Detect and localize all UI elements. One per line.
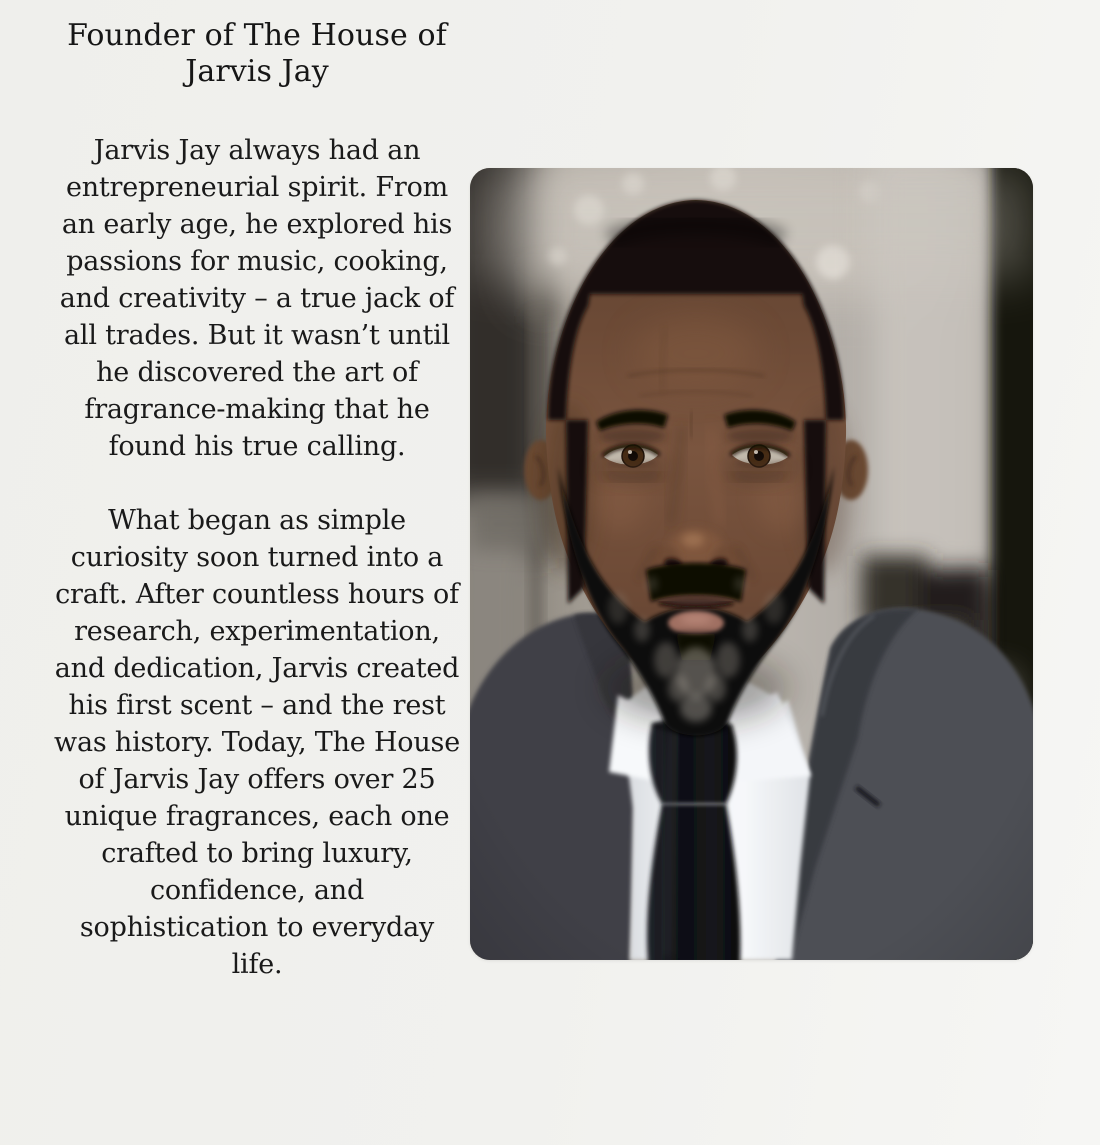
photo-vignette (470, 168, 1033, 960)
founder-heading: Founder of The House of Jarvis Jay (67, 18, 447, 89)
founder-photo (470, 168, 1033, 960)
founder-portrait-image (470, 168, 1033, 960)
founder-paragraph-2: What began as simple curiosity soon turned into a craft. After countless hours of research, experimentation, and dedication, Jarvis created his first scent – and the rest was history. Today, The House of Jarvis Jay offers over 25 unique fragrances, each one crafted to bring luxury, confidence, and sophistication to everyday life. (54, 505, 460, 980)
founder-paragraph-1: Jarvis Jay always had an entrepreneurial spirit. From an early age, he explored his passions for music, cooking, and creativity – a true jack of all trades. But it wasn’t until he discovered the art of fragrance-making that he found his true calling. (59, 135, 455, 462)
founder-text-column (52, 18, 462, 1020)
